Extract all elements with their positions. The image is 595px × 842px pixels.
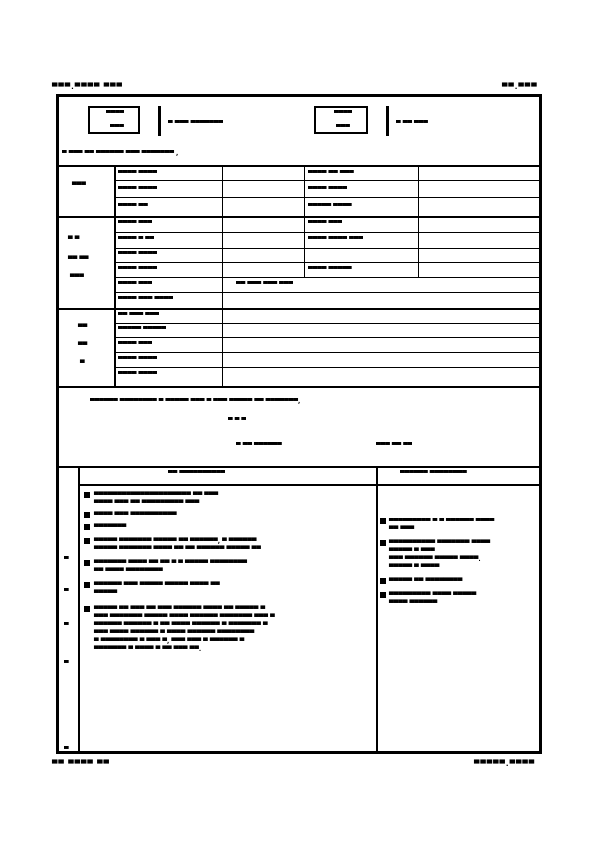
s2-row1-l2: ▀▀▀▀ ▀▀▀ [308,220,343,227]
s2-row2-l2: ▀▀▀▀ ▀▀▀▀ ▀▀▀ [308,236,363,243]
intro-line: ▀ ▀▀▀ ▀▀ ▀▀▀▀▀▀ ▀▀▀ ▀▀▀▀▀▀▀ , [62,150,179,157]
consent-date: ▀ ▀ ▀ [228,417,247,424]
form-number: ▀▀.▀▀▀ [502,83,538,91]
bracket-1 [158,106,161,136]
item3-checkbox[interactable] [84,524,90,530]
section3-label-2: ▀▀ [78,342,88,349]
left-item-7: ▀▀▀▀▀ ▀▀ ▀▀▀ ▀▀ ▀▀▀ ▀▀▀▀▀▀ ▀▀▀▀ ▀▀ ▀▀▀▀▀ ▀ ▀▀▀ ▀▀▀▀▀▀▀ ▀▀▀▀▀ ▀▀▀▀ ▀▀▀▀▀▀ ▀▀▀▀▀▀▀ ▀▀▀ ▀ ▀▀▀▀▀▀ ▀▀▀▀▀▀ ▀ ▀▀ ▀▀▀▀ ▀▀▀▀▀▀ ▀ ▀▀▀▀▀▀▀ ▀ ▀▀▀ ▀▀▀▀ ▀▀▀▀▀▀ ▀ ▀▀▀▀ ▀▀▀▀▀▀ ▀▀▀▀▀▀▀▀ ▀ ▀▀▀▀▀▀▀▀ ▀ ▀▀▀ ▀, ▀▀▀ ▀▀▀ ▀ ▀▀▀▀▀▀ ▀ ▀▀▀▀▀▀▀ ▀ ▀▀▀▀ ▀ ▀▀ ▀▀▀ ▀▀. [94,606,275,653]
box2-caption: ▀ ▀▀ ▀▀▀ [396,120,428,127]
right-item-3: ▀▀▀▀▀ ▀▀ ▀▀▀▀▀▀▀▀ [389,578,463,585]
section2-label-1: ▀ ▀ [68,236,80,243]
s3-row1: ▀▀ ▀▀▀ ▀▀▀ [118,312,160,319]
right-item1-checkbox[interactable] [380,518,386,524]
right-item2-checkbox[interactable] [380,540,386,546]
bracket-2 [386,106,389,136]
section3-label-3: ▀ [80,360,85,367]
left-item-1: ▀▀▀▀▀▀▀▀▀▀▀▀▀▀▀▀▀▀▀▀▀ ▀▀ ▀▀▀ ▀▀▀▀ ▀▀▀ ▀▀ ▀▀▀▀▀▀▀▀▀ ▀▀▀ [94,492,219,507]
col1-header: ▀▀ ▀▀▀▀▀▀▀▀▀▀ [168,470,226,477]
s2-row6-l1: ▀▀▀▀ ▀▀▀ ▀▀▀▀ [118,296,173,303]
right-item3-checkbox[interactable] [380,578,386,584]
footer-left: ▀▀ ▀▀▀▀ ▀▀ [52,760,110,768]
side-mark-1: ▀ [64,556,69,563]
s1-row2-l1: ▀▀▀▀ ▀▀▀▀ [118,186,158,193]
item4-checkbox[interactable] [84,538,90,544]
col2-header: ▀▀▀▀▀▀ ▀▀▀▀▀▀▀▀ [400,470,467,477]
s2-row5-l1: ▀▀▀▀ ▀▀▀ [118,281,153,288]
right-item4-checkbox[interactable] [380,592,386,598]
box2-line2: ▀▀▀ [336,124,350,131]
section2-label-3: ▀▀▀ [70,274,84,281]
right-item-1: ▀▀▀▀▀▀▀▀▀ ▀ ▀ ▀▀▀▀▀▀ ▀▀▀▀ ▀▀ ▀▀▀ [389,518,495,533]
s1-row1-l2: ▀▀▀▀ ▀▀ ▀▀▀ [308,170,354,177]
form-code: ▀▀▀.▀▀▀▀ ▀▀▀ [52,83,123,91]
signature-left: ▀ ▀▀ ▀▀▀▀▀▀ [236,442,282,449]
consent-line: ▀▀▀▀▀▀ ▀▀▀▀▀▀▀▀ ▀ ▀▀▀▀▀ ▀▀▀ ▀ ▀▀▀ ▀▀▀▀▀ ▀▀ ▀▀▀▀▀▀▀, [90,398,301,405]
s3-row4: ▀▀▀▀ ▀▀▀▀ [118,356,158,363]
s2-row3-l1: ▀▀▀▀ ▀▀▀▀ [118,251,158,258]
signature-right: ▀▀▀ ▀▀ ▀▀ [376,442,413,449]
item5-checkbox[interactable] [84,560,90,566]
side-mark-5: ▀ [64,746,69,753]
side-mark-3: ▀ [64,622,69,629]
item2-checkbox[interactable] [84,512,90,518]
item6-checkbox[interactable] [84,582,90,588]
box1-line1: ▀▀▀▀ [106,110,125,117]
left-item-3: ▀▀▀▀▀▀▀ [94,524,127,531]
right-item-4: ▀▀▀▀▀▀▀▀▀ ▀▀▀▀ ▀▀▀▀▀ ▀▀▀▀ ▀▀▀▀▀▀ [389,592,477,607]
box1-line2: ▀▀▀ [110,124,124,131]
s3-row3: ▀▀▀▀ ▀▀▀ [118,341,153,348]
section1-label: ▀▀▀ [72,182,86,189]
left-item-4: ▀▀▀▀▀ ▀▀▀▀▀▀▀ ▀▀▀▀▀ ▀▀ ▀▀▀▀▀▀, ▀ ▀▀▀▀▀▀ ▀▀▀▀▀ ▀▀▀▀▀▀▀ ▀▀▀▀ ▀▀ ▀▀ ▀▀▀▀▀▀ ▀▀▀▀▀ ▀▀ [94,538,261,553]
item7-checkbox[interactable] [84,606,90,612]
s2-row5-l2: ▀▀ ▀▀▀ ▀▀▀ ▀▀▀ [236,281,294,288]
item1-checkbox[interactable] [84,492,90,498]
right-item-2: ▀▀▀▀▀▀▀▀▀▀ ▀▀▀▀▀▀▀ ▀▀▀▀ ▀▀▀▀▀ ▀ ▀▀▀ ▀▀▀ ▀▀▀▀▀▀ ▀▀▀▀▀ ▀▀▀▀. ▀▀▀▀▀ ▀ ▀▀▀▀ [389,540,491,571]
left-item-5: ▀▀▀▀▀▀▀ ▀▀▀▀ ▀▀ ▀▀ ▀ ▀ ▀▀▀▀▀ ▀▀▀▀▀▀▀▀ ▀▀ ▀▀▀▀ ▀▀▀▀▀▀▀▀ [94,560,248,575]
side-mark-4: ▀ [64,660,69,667]
left-item-6: ▀▀▀▀▀▀ ▀▀▀ ▀▀▀▀▀ ▀▀▀▀▀ ▀▀▀▀ ▀▀ ▀▀▀▀▀ [94,582,220,597]
s1-row3-l1: ▀▀▀▀ ▀▀ [118,203,148,210]
s2-row1-l1: ▀▀▀▀ ▀▀▀ [118,220,153,227]
s3-row2: ▀▀▀▀▀ ▀▀▀▀▀ [118,326,167,333]
s2-row4-l2: ▀▀▀▀ ▀▀▀▀▀ [308,266,352,273]
s3-row5: ▀▀▀▀ ▀▀▀▀ [118,371,158,378]
s1-row2-l2: ▀▀▀▀ ▀▀▀▀ [308,186,348,193]
section2-label-2: ▀▀ ▀▀ [68,256,89,263]
footer-right: ▀▀▀▀▀.▀▀▀▀ [474,760,536,768]
s1-row1-l1: ▀▀▀▀ ▀▀▀▀ [118,170,158,177]
form-frame [56,94,542,754]
section3-label-1: ▀▀ [78,324,88,331]
s2-row2-l1: ▀▀▀▀ ▀ ▀▀ [118,236,155,243]
s2-row4-l1: ▀▀▀▀ ▀▀▀▀ [118,266,158,273]
side-mark-2: ▀ [64,588,69,595]
left-item-2: ▀▀▀▀ ▀▀▀ ▀▀▀▀▀▀▀▀▀▀ [94,512,177,519]
s1-row3-l2: ▀▀▀▀▀ ▀▀▀▀ [308,203,352,210]
box1-caption: ▀ ▀▀▀ ▀▀▀▀▀▀▀ [168,120,223,127]
box2-line1: ▀▀▀▀ [334,110,353,117]
